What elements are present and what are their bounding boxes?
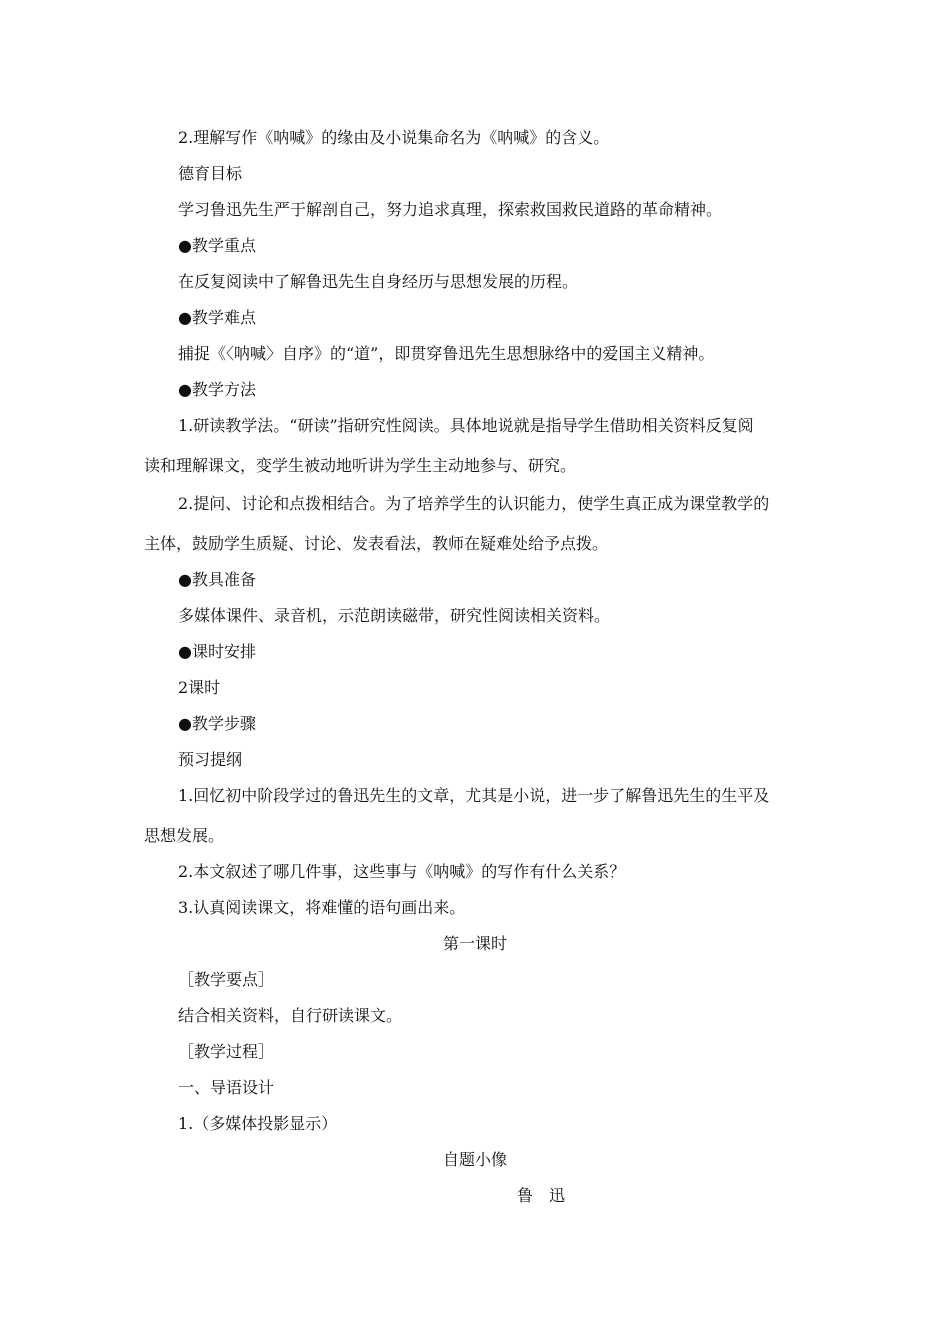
method-1-line-2: 读和理解课文，变学生被动地听讲为学生主动地参与、研究。 [144, 456, 577, 475]
tools-text: 多媒体课件、录音机，示范朗读磁带，研究性阅读相关资料。 [178, 606, 611, 625]
lesson-process-heading: ［教学过程］ [178, 1042, 275, 1061]
multimedia-note: 1.（多媒体投影显示） [178, 1114, 338, 1133]
objective-2: 2.理解写作《呐喊》的缘由及小说集命名为《呐喊》的含义。 [178, 128, 610, 147]
poem-author: 鲁 迅 [516, 1186, 565, 1205]
preview-1-line-2: 思想发展。 [144, 826, 225, 845]
key-points-text: 在反复阅读中了解鲁迅先生自身经历与思想发展的历程。 [178, 272, 579, 291]
preview-3: 3.认真阅读课文，将难懂的语句画出来。 [178, 898, 466, 917]
tools-heading: ●教具准备 [178, 570, 256, 589]
method-heading: ●教学方法 [178, 380, 256, 399]
difficulty-heading: ●教学难点 [178, 308, 256, 327]
method-2-line-1: 2.提问、讨论和点拨相结合。为了培养学生的认识能力，使学生真正成为课堂教学的 [178, 494, 770, 513]
lesson-one-title: 第一课时 [442, 934, 507, 953]
difficulty-text: 捕捉《〈呐喊〉自序》的“道”，即贯穿鲁迅先生思想脉络中的爱国主义精神。 [178, 344, 715, 363]
moral-goal-heading: 德育目标 [178, 164, 243, 183]
lesson-points-heading: ［教学要点］ [178, 970, 275, 989]
lesson-points-text: 结合相关资料，自行研读课文。 [178, 1006, 403, 1025]
schedule-text: 2课时 [178, 678, 221, 697]
preview-heading: 预习提纲 [178, 750, 243, 769]
intro-design-heading: 一、导语设计 [178, 1078, 275, 1097]
method-2-line-2: 主体，鼓励学生质疑、讨论、发表看法，教师在疑难处给予点拨。 [144, 534, 609, 553]
preview-1-line-1: 1.回忆初中阶段学过的鲁迅先生的文章，尤其是小说，进一步了解鲁迅先生的生平及 [178, 786, 770, 805]
poem-title: 自题小像 [442, 1150, 507, 1169]
schedule-heading: ●课时安排 [178, 642, 256, 661]
moral-goal-text: 学习鲁迅先生严于解剖自己，努力追求真理，探索救国救民道路的革命精神。 [178, 200, 723, 219]
preview-2: 2.本文叙述了哪几件事，这些事与《呐喊》的写作有什么关系？ [178, 862, 626, 881]
steps-heading: ●教学步骤 [178, 714, 256, 733]
method-1-line-1: 1.研读教学法。“研读”指研究性阅读。具体地说就是指导学生借助相关资料反复阅 [178, 416, 754, 435]
key-points-heading: ●教学重点 [178, 236, 256, 255]
